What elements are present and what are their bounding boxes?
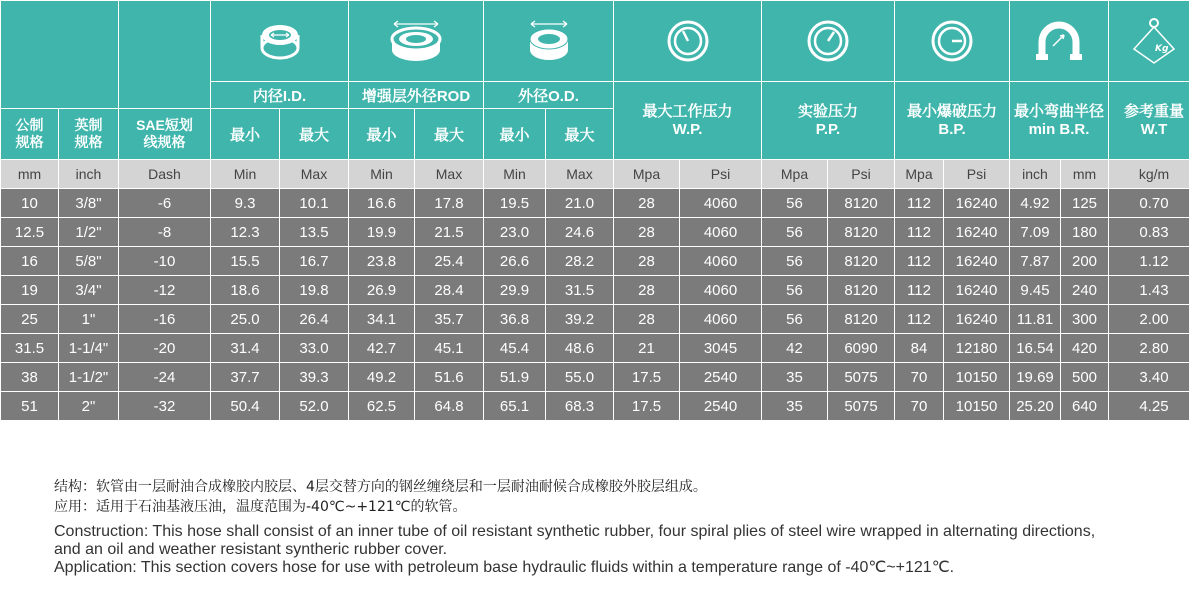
unit-cell: Mpa bbox=[895, 160, 944, 189]
table-row bbox=[1, 334, 1189, 363]
table-cell: 420 bbox=[1061, 334, 1109, 363]
max-header: 最大 bbox=[280, 109, 349, 160]
unit-cell: Mpa bbox=[614, 160, 680, 189]
unit-cell: Max bbox=[280, 160, 349, 189]
reinforcement-diameter-icon bbox=[349, 1, 484, 82]
table-cell: 28.2 bbox=[546, 247, 614, 276]
table-cell: 640 bbox=[1061, 392, 1109, 421]
data-rows bbox=[1, 189, 1189, 421]
table-cell: 8120 bbox=[828, 276, 895, 305]
bend-radius-icon bbox=[1010, 1, 1109, 82]
table-cell: 1" bbox=[59, 305, 119, 334]
application-note-cn: 应用：适用于石油基液压油，温度范围为-40℃~+121℃的软管。 bbox=[54, 499, 467, 515]
table-cell: 70 bbox=[895, 392, 944, 421]
unit-cell: Mpa bbox=[762, 160, 828, 189]
max-header: 最大 bbox=[415, 109, 484, 160]
inner-diameter-icon bbox=[211, 1, 349, 82]
table-cell: 52.0 bbox=[280, 392, 349, 421]
table-cell: 8120 bbox=[828, 305, 895, 334]
table-cell: 39.2 bbox=[546, 305, 614, 334]
table-cell: 4060 bbox=[680, 305, 762, 334]
table-cell: 500 bbox=[1061, 363, 1109, 392]
table-cell: 26.9 bbox=[349, 276, 415, 305]
blank-header-cell bbox=[119, 1, 211, 109]
table-cell: 21.0 bbox=[546, 189, 614, 218]
table-cell: 2.00 bbox=[1109, 305, 1189, 334]
unit-cell: kg/m bbox=[1109, 160, 1189, 189]
table-cell: 3045 bbox=[680, 334, 762, 363]
burst-pressure-header bbox=[895, 82, 1010, 160]
table-cell: 2.80 bbox=[1109, 334, 1189, 363]
table-cell: 28 bbox=[614, 189, 680, 218]
header-line: 最小弯曲半径 bbox=[1013, 102, 1104, 120]
table-cell: 200 bbox=[1061, 247, 1109, 276]
table-cell: 12.3 bbox=[211, 218, 280, 247]
table-row bbox=[1, 392, 1189, 421]
table-cell: 35 bbox=[762, 363, 828, 392]
unit-cell: Max bbox=[546, 160, 614, 189]
icon-row bbox=[1, 1, 1189, 82]
table-cell: 17.5 bbox=[614, 392, 680, 421]
table-cell: 2540 bbox=[680, 392, 762, 421]
table-cell: 26.4 bbox=[280, 305, 349, 334]
header-line: 规格 bbox=[15, 134, 44, 150]
table-cell: 23.8 bbox=[349, 247, 415, 276]
table-cell: 13.5 bbox=[280, 218, 349, 247]
table-cell: -16 bbox=[119, 305, 211, 334]
bend-radius-header bbox=[1010, 82, 1109, 160]
table-cell: 56 bbox=[762, 218, 828, 247]
table-cell: 16240 bbox=[944, 276, 1010, 305]
unit-cell: Min bbox=[349, 160, 415, 189]
table-cell: 12.5 bbox=[1, 218, 59, 247]
table-cell: 17.8 bbox=[415, 189, 484, 218]
header-line: 公制 bbox=[15, 117, 44, 133]
table-cell: 48.6 bbox=[546, 334, 614, 363]
table-cell: -20 bbox=[119, 334, 211, 363]
table-cell: 1/2" bbox=[59, 218, 119, 247]
table-cell: 16.54 bbox=[1010, 334, 1061, 363]
min-header: 最小 bbox=[484, 109, 546, 160]
table-cell: 56 bbox=[762, 276, 828, 305]
table-cell: 18.6 bbox=[211, 276, 280, 305]
weight-icon-text: Kg bbox=[1155, 44, 1169, 54]
table-cell: 16240 bbox=[944, 305, 1010, 334]
table-cell: 42 bbox=[762, 334, 828, 363]
table-cell: 1.43 bbox=[1109, 276, 1189, 305]
table-cell: -24 bbox=[119, 363, 211, 392]
unit-cell: Psi bbox=[680, 160, 762, 189]
table-cell: 31.4 bbox=[211, 334, 280, 363]
table-cell: 36.8 bbox=[484, 305, 546, 334]
table-cell: 25.0 bbox=[211, 305, 280, 334]
header-line: W.T bbox=[1140, 120, 1168, 138]
table-cell: 4060 bbox=[680, 276, 762, 305]
table-cell: 2" bbox=[59, 392, 119, 421]
table-cell: 35 bbox=[762, 392, 828, 421]
table-cell: 8120 bbox=[828, 189, 895, 218]
table-cell: 16 bbox=[1, 247, 59, 276]
table-cell: 16.6 bbox=[349, 189, 415, 218]
unit-cell: Min bbox=[211, 160, 280, 189]
inner-diameter-header: 内径I.D. bbox=[211, 82, 349, 109]
table-cell: 23.0 bbox=[484, 218, 546, 247]
construction-note-en-continued: and an oil and weather resistant syntheric rubber cover. bbox=[54, 541, 448, 558]
table-cell: 29.9 bbox=[484, 276, 546, 305]
table-cell: 7.09 bbox=[1010, 218, 1061, 247]
table-row bbox=[1, 305, 1189, 334]
application-note-en: Application: This section covers hose for use with petroleum base hydraulic fluids within a temperature range of -40℃~+121℃. bbox=[54, 559, 955, 576]
table-cell: 51.9 bbox=[484, 363, 546, 392]
min-header: 最小 bbox=[349, 109, 415, 160]
header-line: 最大工作压力 bbox=[642, 102, 733, 120]
gauge-icon bbox=[895, 1, 1010, 82]
table-row bbox=[1, 363, 1189, 392]
table-cell: 84 bbox=[895, 334, 944, 363]
table-cell: -12 bbox=[119, 276, 211, 305]
unit-cell: Psi bbox=[828, 160, 895, 189]
header-line: P.P. bbox=[815, 120, 841, 138]
table-cell: 28 bbox=[614, 218, 680, 247]
table-cell: 38 bbox=[1, 363, 59, 392]
table-cell: 49.2 bbox=[349, 363, 415, 392]
table-cell: 21 bbox=[614, 334, 680, 363]
blank-header-cell bbox=[1, 1, 119, 109]
table-cell: 112 bbox=[895, 305, 944, 334]
table-cell: 65.1 bbox=[484, 392, 546, 421]
unit-cell: mm bbox=[1061, 160, 1109, 189]
table-cell: 112 bbox=[895, 189, 944, 218]
table-cell: 31.5 bbox=[1, 334, 59, 363]
table-cell: 28.4 bbox=[415, 276, 484, 305]
outer-diameter-header: 外径O.D. bbox=[484, 82, 614, 109]
construction-note-cn: 结构：软管由一层耐油合成橡胶内胶层、4层交替方向的钢丝缠绕层和一层耐油耐候合成橡胶外胶层组成。 bbox=[54, 479, 707, 495]
table-cell: 68.3 bbox=[546, 392, 614, 421]
table-cell: 9.45 bbox=[1010, 276, 1061, 305]
table-cell: 64.8 bbox=[415, 392, 484, 421]
table-cell: 112 bbox=[895, 276, 944, 305]
table-cell: 25 bbox=[1, 305, 59, 334]
table-cell: 10150 bbox=[944, 392, 1010, 421]
unit-cell: Psi bbox=[944, 160, 1010, 189]
unit-cell: mm bbox=[1, 160, 59, 189]
table-cell: 180 bbox=[1061, 218, 1109, 247]
table-cell: 28 bbox=[614, 276, 680, 305]
header-line: min B.R. bbox=[1028, 120, 1090, 138]
table-cell: 240 bbox=[1061, 276, 1109, 305]
table-cell: 33.0 bbox=[280, 334, 349, 363]
table-cell: 1-1/4" bbox=[59, 334, 119, 363]
table-cell: 56 bbox=[762, 189, 828, 218]
header-line: 线规格 bbox=[143, 134, 186, 150]
unit-cell: Max bbox=[415, 160, 484, 189]
construction-note-en: Construction: This hose shall consist of an inner tube of oil resistant synthetic rubber, four spiral plies of steel wire wrapped in alternating directions, bbox=[54, 523, 1096, 540]
unit-cell: Dash bbox=[119, 160, 211, 189]
table-cell: 10 bbox=[1, 189, 59, 218]
table-cell: 10150 bbox=[944, 363, 1010, 392]
gauge-icon bbox=[762, 1, 895, 82]
table-cell: 51.6 bbox=[415, 363, 484, 392]
table-cell: 45.1 bbox=[415, 334, 484, 363]
table-cell: -10 bbox=[119, 247, 211, 276]
table-cell: 51 bbox=[1, 392, 59, 421]
gauge-icon bbox=[614, 1, 762, 82]
table-cell: 16.7 bbox=[280, 247, 349, 276]
table-row bbox=[1, 276, 1189, 305]
table-cell: 4060 bbox=[680, 247, 762, 276]
table-cell: 19.8 bbox=[280, 276, 349, 305]
table-cell: -32 bbox=[119, 392, 211, 421]
table-cell: 4060 bbox=[680, 218, 762, 247]
table-cell: 19.9 bbox=[349, 218, 415, 247]
header-line: 最小爆破压力 bbox=[906, 102, 997, 120]
reinforcement-diameter-header: 增强层外径ROD bbox=[349, 82, 484, 109]
table-cell: 4060 bbox=[680, 189, 762, 218]
table-cell: 7.87 bbox=[1010, 247, 1061, 276]
table-cell: 21.5 bbox=[415, 218, 484, 247]
header-line: 参考重量 bbox=[1123, 102, 1184, 120]
table-cell: 34.1 bbox=[349, 305, 415, 334]
max-header: 最大 bbox=[546, 109, 614, 160]
table-cell: 28 bbox=[614, 305, 680, 334]
table-row bbox=[1, 189, 1189, 218]
sae-dash-header bbox=[119, 109, 211, 160]
table-row bbox=[1, 247, 1189, 276]
table-cell: 37.7 bbox=[211, 363, 280, 392]
table-cell: 19.69 bbox=[1010, 363, 1061, 392]
table-cell: 1.12 bbox=[1109, 247, 1189, 276]
table-cell: 10.1 bbox=[280, 189, 349, 218]
working-pressure-header bbox=[614, 82, 762, 160]
weight-header bbox=[1109, 82, 1189, 160]
proof-pressure-header bbox=[762, 82, 895, 160]
table-cell: -6 bbox=[119, 189, 211, 218]
header-line: W.P. bbox=[672, 120, 703, 138]
table-cell: 50.4 bbox=[211, 392, 280, 421]
table-cell: 3/4" bbox=[59, 276, 119, 305]
table-cell: 31.5 bbox=[546, 276, 614, 305]
imperial-size-header bbox=[59, 109, 119, 160]
table-cell: 8120 bbox=[828, 247, 895, 276]
table-cell: 2540 bbox=[680, 363, 762, 392]
table-cell: 24.6 bbox=[546, 218, 614, 247]
table-cell: 55.0 bbox=[546, 363, 614, 392]
header-line: B.P. bbox=[938, 120, 966, 138]
unit-row bbox=[1, 160, 1189, 189]
table-cell: -8 bbox=[119, 218, 211, 247]
table-cell: 19 bbox=[1, 276, 59, 305]
table-cell: 4.92 bbox=[1010, 189, 1061, 218]
header-line: 规格 bbox=[74, 134, 103, 150]
table-cell: 11.81 bbox=[1010, 305, 1061, 334]
table-cell: 112 bbox=[895, 247, 944, 276]
table-cell: 15.5 bbox=[211, 247, 280, 276]
table-cell: 8120 bbox=[828, 218, 895, 247]
min-header: 最小 bbox=[211, 109, 280, 160]
table-row bbox=[1, 218, 1189, 247]
table-cell: 16240 bbox=[944, 218, 1010, 247]
table-cell: 300 bbox=[1061, 305, 1109, 334]
table-cell: 0.83 bbox=[1109, 218, 1189, 247]
table-cell: 39.3 bbox=[280, 363, 349, 392]
table-cell: 19.5 bbox=[484, 189, 546, 218]
unit-cell: inch bbox=[59, 160, 119, 189]
table-cell: 26.6 bbox=[484, 247, 546, 276]
weight-icon bbox=[1109, 1, 1189, 82]
table-cell: 56 bbox=[762, 305, 828, 334]
table-cell: 16240 bbox=[944, 189, 1010, 218]
table-cell: 3/8" bbox=[59, 189, 119, 218]
notes-section bbox=[54, 477, 1184, 577]
table-cell: 42.7 bbox=[349, 334, 415, 363]
table-cell: 125 bbox=[1061, 189, 1109, 218]
table-cell: 45.4 bbox=[484, 334, 546, 363]
table-cell: 5075 bbox=[828, 363, 895, 392]
table-cell: 25.20 bbox=[1010, 392, 1061, 421]
table-cell: 35.7 bbox=[415, 305, 484, 334]
table-cell: 0.70 bbox=[1109, 189, 1189, 218]
header-line: 实验压力 bbox=[797, 102, 858, 120]
table-cell: 56 bbox=[762, 247, 828, 276]
table-cell: 16240 bbox=[944, 247, 1010, 276]
table-cell: 9.3 bbox=[211, 189, 280, 218]
table-cell: 28 bbox=[614, 247, 680, 276]
table-cell: 17.5 bbox=[614, 363, 680, 392]
table-cell: 12180 bbox=[944, 334, 1010, 363]
unit-cell: inch bbox=[1010, 160, 1061, 189]
table-cell: 25.4 bbox=[415, 247, 484, 276]
table-cell: 4.25 bbox=[1109, 392, 1189, 421]
table-cell: 6090 bbox=[828, 334, 895, 363]
table-cell: 5/8" bbox=[59, 247, 119, 276]
header-line: 英制 bbox=[74, 117, 103, 133]
table-cell: 62.5 bbox=[349, 392, 415, 421]
table-cell: 70 bbox=[895, 363, 944, 392]
unit-cell: Min bbox=[484, 160, 546, 189]
table-cell: 1-1/2" bbox=[59, 363, 119, 392]
outer-diameter-icon bbox=[484, 1, 614, 82]
table-cell: 112 bbox=[895, 218, 944, 247]
table-cell: 3.40 bbox=[1109, 363, 1189, 392]
header-line: SAE短划 bbox=[136, 117, 193, 133]
table-cell: 5075 bbox=[828, 392, 895, 421]
metric-size-header bbox=[1, 109, 59, 160]
